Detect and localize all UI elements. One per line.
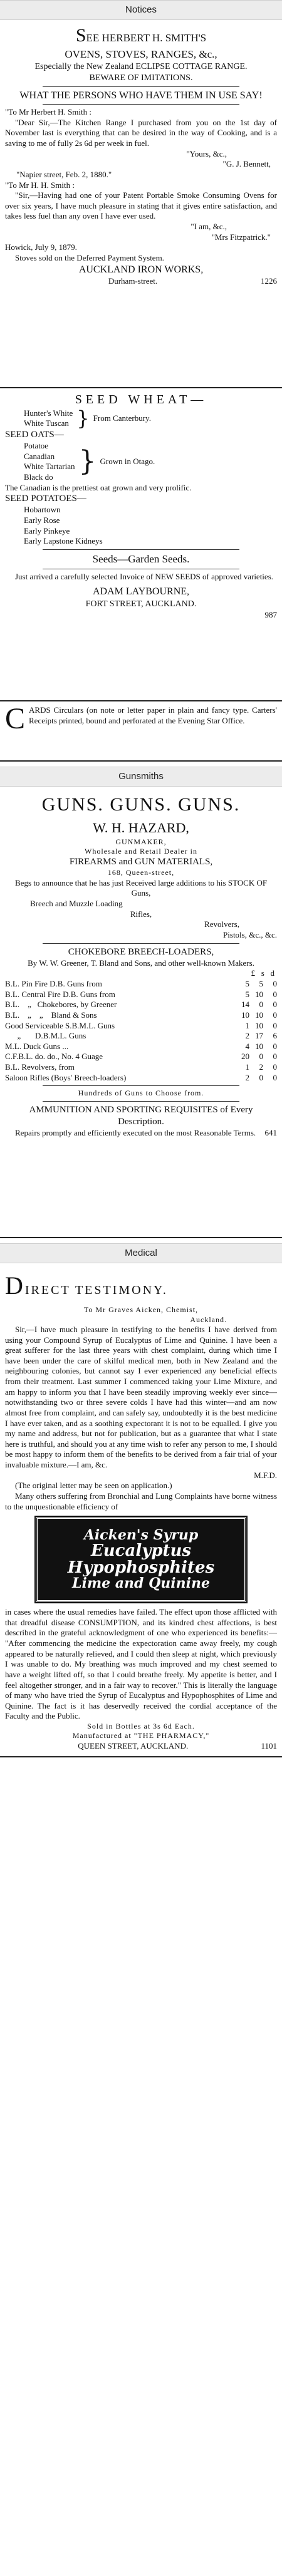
price-shillings: 0 [259,1000,263,1010]
price-shillings: 10 [255,1041,263,1051]
stock-pistols: Pistols, &c., &c. [223,929,277,939]
ammunition: AMMUNITION AND SPORTING REQUISITES of Every Description. [29,1104,253,1127]
letter1-close: "Yours, &c., [186,148,227,158]
smith-heading-line2: OVENS, STOVES, RANGES, &c., [65,48,217,61]
letter2-signature: "Mrs Fitzpatrick." [211,232,271,242]
letter2-body: "Sir,—Having had one of your Patent Portable Smoke Consuming Ovens for over six years, I have much pleasure in stating that it gives entire satisfaction, and takes less fuel than any oven I have ever used. [5,190,277,221]
price-pence: 0 [273,1000,277,1010]
guns-code: 641 [264,1127,277,1137]
potato-item: Early Rose [24,515,60,525]
gun-materials: FIREARMS and GUN MATERIALS, [69,857,213,867]
price-shillings: 17 [255,1031,263,1041]
remedies-text: in cases where the usual remedies have failed. The effect upon those afflicted with that dreadful disease CONSUMPTION, and its kindred chest affections, is best described in the grateful acknowledgment of one who experienced its benefits:— "After commencing the medicine the expectoration came away freely, my cough appeared to be naturally relieved, and I could then sleep at night, which previously I was unable to do. My breathing was much improved and my chest seemed to have a weight lifted off, so that I could breathe freely. My appetite is better, and I feel altogether stronger, and in a fair way to recover." This is literally the language of many who have tried the Syrup of Eucalyptus and Hypophosphites of Lime and Quinine. The fact is it has deservedly received the cordial acceptance of the Faculty and the Public. [5,1607,277,1721]
section-title: Medical [125,1248,157,1259]
price-pounds: 1 [245,1062,249,1072]
price-shillings: 10 [255,989,263,999]
price-shillings: 0 [259,1052,263,1062]
price-pounds: 4 [245,1041,249,1051]
just-arrived: Just arrived a carefully selected Invoice of NEW SEEDS of approved varieties. [15,571,274,581]
smith-beware: BEWARE OF IMITATIONS. [89,73,193,83]
price-pounds: 5 [245,989,249,999]
smith-footer [5,276,277,287]
price-shillings: 10 [255,1010,263,1020]
pharmacy-row [5,1741,277,1752]
potatoes-heading: SEED POTATOES— [5,494,86,504]
smith-heading-rest: EE HERBERT H. SMITH'S [86,32,207,44]
price-shillings: 5 [259,979,263,988]
price-item: B.L. Revolvers, from [5,1062,75,1072]
medical-dropcap: D [5,1271,25,1300]
oats-list [5,441,75,483]
currency-header: £ s d [251,968,274,978]
price-item: M.L. Duck Guns ... [5,1041,69,1051]
pharmacy-address: QUEEN STREET, AUCKLAND. [78,1741,189,1751]
logo-line: Eucalyptus [90,1541,192,1560]
testimony-body: Sir,—I have much pleasure in testifying to the benefits I have derived from using your Compound Syrup of Eucalyptus of Lime and Quinine. I have been a great sufferer for the last three years with chest complaint, during which time I have been under the care of skilful medical men, both in New Zealand and the neighbouring colonies, but cannot say I ever experienced any beneficial effects from their treatment. Last summer I commenced taking your Lime Mixture, and am happy to inform you that I have been steadily improving weekly ever since—notwithstanding two or three severe colds I have had this winter—and am now almost free from complaint, and can safely say, undoubtedly it is the best medicine I have ever taken, and as a soothing expectorant it is not to be equalled. I give you my name and address, but not for publication, but as a guarantee that what I state here is truthful, and should you at any time wish to refer any person to me, I should be most happy to inform them of the benefits to be derived from a fair trial of your invaluable mixture.—I am, &c. [5,1324,277,1470]
price-pence: 0 [273,1052,277,1062]
price-pence: 0 [273,1072,277,1082]
price-pounds: 5 [245,979,249,988]
oats-item: Black do [24,472,53,482]
divider [43,86,239,87]
medical-to: To Mr Graves Aicken, Chemist, [83,1305,199,1315]
price-row [5,1010,277,1021]
section-header-gunsmiths [0,767,282,787]
manufactured-at: Manufactured at "THE PHARMACY," [72,1731,210,1741]
price-pence: 0 [273,1062,277,1072]
potato-item: Hobartown [24,505,61,515]
brace-icon: } [76,406,90,431]
wheat-item: White Tuscan [24,418,69,428]
divider [43,549,239,550]
price-pence: 0 [273,1020,277,1030]
divider [43,104,239,105]
logo-line: Aicken's Syrup [83,1526,199,1543]
oats-item: White Tartarian [24,462,75,472]
smith-intro: Especially the New Zealand ECLIPSE COTTAGE RANGE. [34,62,248,72]
price-pence: 0 [273,989,277,999]
price-row [5,1042,277,1052]
testimony-note: (The original letter may be seen on application.) [15,1481,172,1491]
merchant-address: FORT STREET, AUCKLAND. [85,599,197,609]
many-others: Many others suffering from Bronchial and Lung Complaints have borne witness to the unquestionable efficiency of [5,1491,277,1511]
repairs: Repairs promptly and efficiently executed on the most Reasonable Terms. [15,1127,256,1137]
merchant-name: ADAM LAYBOURNE, [92,586,190,597]
sold-in-bottles: Sold in Bottles at 3s 6d Each. [87,1722,195,1731]
price-row [5,979,277,990]
divider [43,1101,239,1102]
medical-heading [5,1270,277,1301]
gunmaker-address: 168, Queen-street, [107,868,175,877]
price-shillings: 2 [259,1062,263,1072]
gunmaker-dealer: Wholesale and Retail Dealer in [85,846,197,856]
price-pounds: 10 [241,1010,249,1020]
gunmaker-trade: GUNMAKER, [115,837,167,846]
potato-item: Early Lapstone Kidneys [24,536,103,546]
price-pence: 0 [273,1010,277,1020]
letter1-body: "Dear Sir,—The Kitchen Range I purchased from you on the 1st day of November last is everything that can be desired in the way of Cooking, and is a saving to me of fully 2s 6d per week in fuel. [5,117,277,148]
oats-origin: Grown in Otago. [100,456,155,466]
aicken-syrup-logo [36,1517,246,1602]
potato-item: Early Pinkeye [24,525,70,535]
price-list [5,979,277,1083]
smith-ovens-advert [0,20,282,388]
price-pence: 0 [273,979,277,988]
cards-text: ARDS Circulars (on note or letter paper in plain and fancy type. Carters' Receipts printed, bound and perforated at the Evening Star Office. [29,705,277,725]
oats-item: Canadian [24,451,55,461]
chokebore-makers: By W. W. Greener, T. Bland and Sons, and other well-known Makers. [28,958,254,968]
letter2-to: "To Mr H. H. Smith : [5,180,75,190]
smith-heading [5,24,277,48]
seed-advert [0,388,282,701]
logo-line: Lime and Quinine [72,1575,210,1592]
price-item: Saloon Rifles (Boys' Breech-loaders) [5,1072,127,1082]
stock-rifles: Rifles, [130,909,152,919]
price-row [5,1052,277,1062]
letter2-close: "I am, &c., [191,222,227,232]
price-pounds: 14 [241,1000,249,1010]
letter1-to: "To Mr Herbert H. Smith : [5,107,91,117]
stock-revolvers: Revolvers, [204,919,239,929]
section-title: Gunsmiths [118,771,164,782]
price-item: „ D.B.M.L. Guns [5,1031,86,1041]
potato-list [5,505,277,547]
price-pounds: 20 [241,1052,249,1062]
price-row [5,1062,277,1073]
logo-line: Hypophosphites [67,1558,215,1578]
price-item: B.L. „ Chokebores, by Greener [5,1000,117,1010]
letter1-address: "Napier street, Feb. 2, 1880." [16,169,112,179]
guns-announce: Begs to announce that he has just Received large additions to his STOCK OF [15,877,268,887]
smith-code: 1226 [261,276,277,286]
price-pence: 6 [273,1031,277,1041]
price-row [5,1021,277,1032]
medical-to-place: Auckland. [190,1315,227,1324]
price-item: B.L. Central Fire D.B. Guns from [5,989,115,999]
wheat-item: Hunter's White [24,408,73,418]
hundreds-of-guns: Hundreds of Guns to Choose from. [78,1089,204,1098]
section-header-notices [0,0,282,20]
canadian-note: The Canadian is the prettiest oat grown and very prolific. [5,482,192,492]
seed-heading: SEED WHEAT— [75,393,207,406]
medical-advert [0,1263,282,1757]
section-title: Notices [125,4,157,16]
medical-code: 1101 [261,1741,277,1751]
price-row [5,990,277,1000]
testimony-signature: M.F.D. [254,1470,277,1480]
section-header-medical [0,1243,282,1263]
wheat-list [5,408,73,429]
oats-heading: SEED OATS— [5,429,64,440]
price-shillings: 10 [255,1020,263,1030]
cards-advert [0,701,282,762]
smith-works-address: Durham-street. [108,276,158,286]
price-pounds: 2 [245,1031,249,1041]
price-row [5,1031,277,1042]
price-item: C.F.B.L. do. do., No. 4 Guage [5,1052,103,1062]
divider [43,943,239,944]
price-pence: 0 [273,1041,277,1051]
repairs-row [5,1128,277,1139]
seeds-line: Seeds—Garden Seeds. [92,552,190,565]
oats-item: Potatoe [24,441,48,451]
wheat-group [5,408,277,429]
letter2-address: Howick, July 9, 1879. [5,242,77,252]
price-item: B.L. „ „ Bland & Sons [5,1010,97,1020]
price-item: B.L. Pin Fire D.B. Guns from [5,979,102,988]
stock-guns: Guns, [131,888,151,898]
guns-heading: GUNS. GUNS. GUNS. [41,794,241,815]
price-row [5,1073,277,1084]
smith-what-heading: WHAT THE PERSONS WHO HAVE THEM IN USE SAY! [19,90,263,101]
wheat-origin: From Canterbury. [93,413,151,423]
letter1-signature: "G. J. Bennett, [222,159,271,169]
smith-works: AUCKLAND IRON WORKS, [78,264,204,275]
price-pounds: 1 [245,1020,249,1030]
brace-icon: } [78,445,97,478]
stock-breech: Breech and Muzzle Loading [30,899,123,909]
price-item: Good Serviceable S.B.M.L. Guns [5,1020,115,1030]
chokebore-heading: CHOKEBORE BREECH-LOADERS, [68,946,214,957]
price-row [5,1000,277,1010]
smith-terms: Stoves sold on the Deferred Payment System. [15,252,164,262]
price-shillings: 0 [259,1072,263,1082]
guns-advert [0,787,282,1238]
oats-group [5,441,277,483]
price-pounds: 2 [245,1072,249,1082]
cards-dropcap: C [5,702,26,735]
medical-heading-rest: IRECT TESTIMONY. [24,1283,168,1297]
smith-dropcap: S [75,25,86,46]
divider [43,1085,239,1086]
gunmaker-name: W. H. HAZARD, [93,820,189,836]
seed-code: 987 [264,609,277,619]
